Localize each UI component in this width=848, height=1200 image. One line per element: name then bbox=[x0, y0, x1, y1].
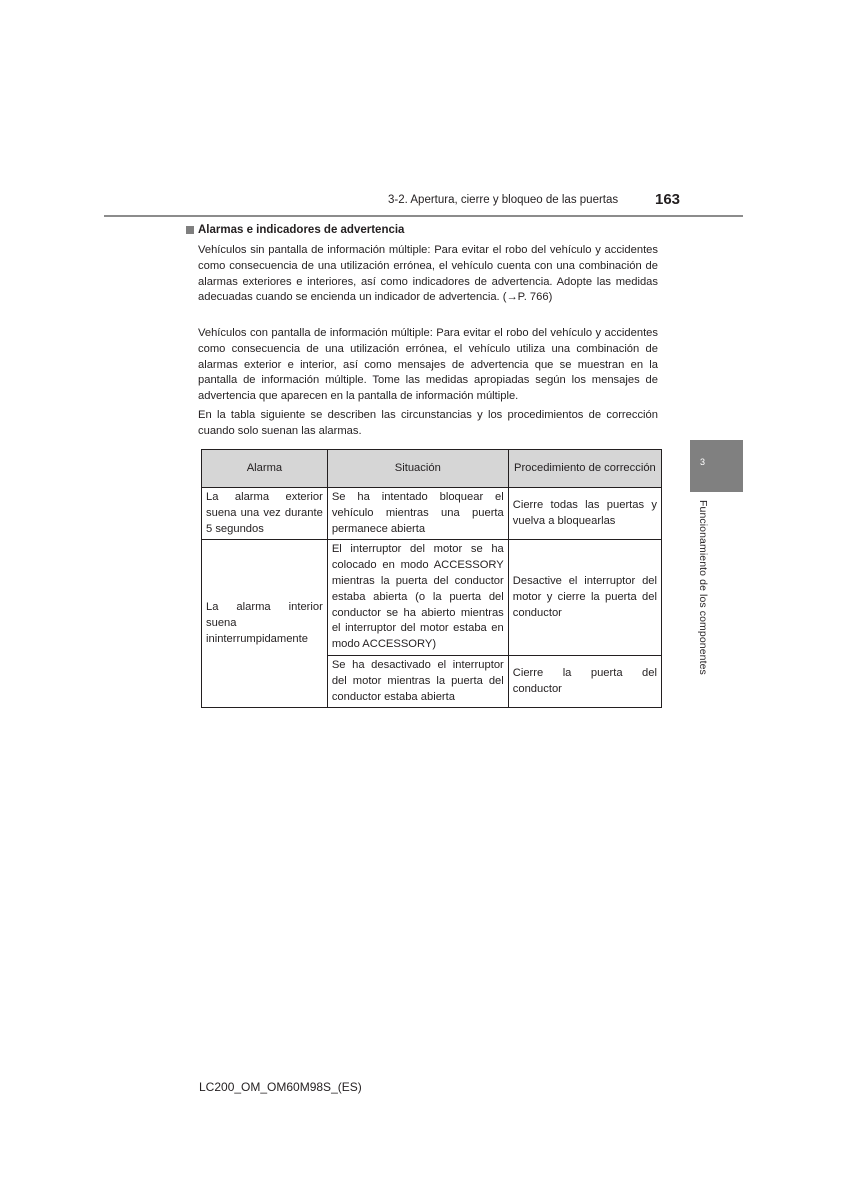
section-heading bbox=[186, 224, 404, 236]
table-header-row bbox=[202, 450, 662, 488]
cell-alarma: La alarma exterior suena una vez durante 5 segundos bbox=[202, 488, 328, 540]
chapter-tab-number: 3 bbox=[700, 457, 706, 467]
table-row bbox=[202, 540, 662, 656]
cell-procedimiento: Cierre todas las puertas y vuelva a bloquearlas bbox=[508, 488, 661, 540]
cell-alarma: La alarma interior suena ininterrumpidamente bbox=[202, 540, 328, 708]
chapter-vertical-label: Funcionamiento de los componentes bbox=[697, 500, 709, 675]
paragraph-with-display: Vehículos con pantalla de información múltiple: Para evitar el robo del vehículo y accidentes como consecuencia de una utilización errónea, el vehículo utiliza una combinación de alarmas exterior e interior, así como mensajes de advertencia que se muestran en la pantalla de información múltiple. Tome las medidas apropiadas según los mensajes de advertencia que aparecen en la pantalla de información múltiple. bbox=[198, 327, 658, 403]
footer-code: LC200_OM_OM60M98S_(ES) bbox=[199, 1080, 362, 1094]
cell-procedimiento: Desactive el interruptor del motor y cierre la puerta del conductor bbox=[508, 540, 661, 656]
header-situacion: Situación bbox=[327, 450, 508, 488]
chapter-tab bbox=[690, 440, 743, 492]
header-rule bbox=[104, 215, 743, 217]
cell-situacion: El interruptor del motor se ha colocado en modo ACCESSORY mientras la puerta del conductor estaba abierta (o la puerta del conductor se ha abierto mientras el interruptor del motor estaba en modo ACCESSORY) bbox=[327, 540, 508, 656]
header-section-title: 3-2. Apertura, cierre y bloqueo de las puertas bbox=[388, 194, 619, 206]
section-heading-text: Alarmas e indicadores de advertencia bbox=[198, 224, 405, 236]
table-row bbox=[202, 488, 662, 540]
page-number: 163 bbox=[655, 191, 681, 208]
cell-situacion: Se ha desactivado el interruptor del motor mientras la puerta del conductor estaba abierta bbox=[327, 655, 508, 707]
cell-procedimiento: Cierre la puerta del conductor bbox=[508, 655, 661, 707]
header-procedimiento: Procedimiento de corrección bbox=[508, 450, 661, 488]
cell-situacion: Se ha intentado bloquear el vehículo mientras una puerta permanece abierta bbox=[327, 488, 508, 540]
paragraph-no-display: Vehículos sin pantalla de información múltiple: Para evitar el robo del vehículo y accidentes como consecuencia de una utilización errónea, el vehículo cuenta con una combinación de alarmas exteriores e interiores, así como indicadores de advertencia. Adopte las medidas adecuadas cuando se encienda un indicador de advertencia. (→P. 766) bbox=[198, 244, 658, 304]
header-alarma: Alarma bbox=[202, 450, 328, 488]
square-bullet-icon bbox=[186, 226, 194, 234]
paragraph-table-intro: En la tabla siguiente se describen las circunstancias y los procedimientos de corrección cuando solo suenan las alarmas. bbox=[198, 409, 658, 437]
alarm-table bbox=[201, 449, 662, 708]
